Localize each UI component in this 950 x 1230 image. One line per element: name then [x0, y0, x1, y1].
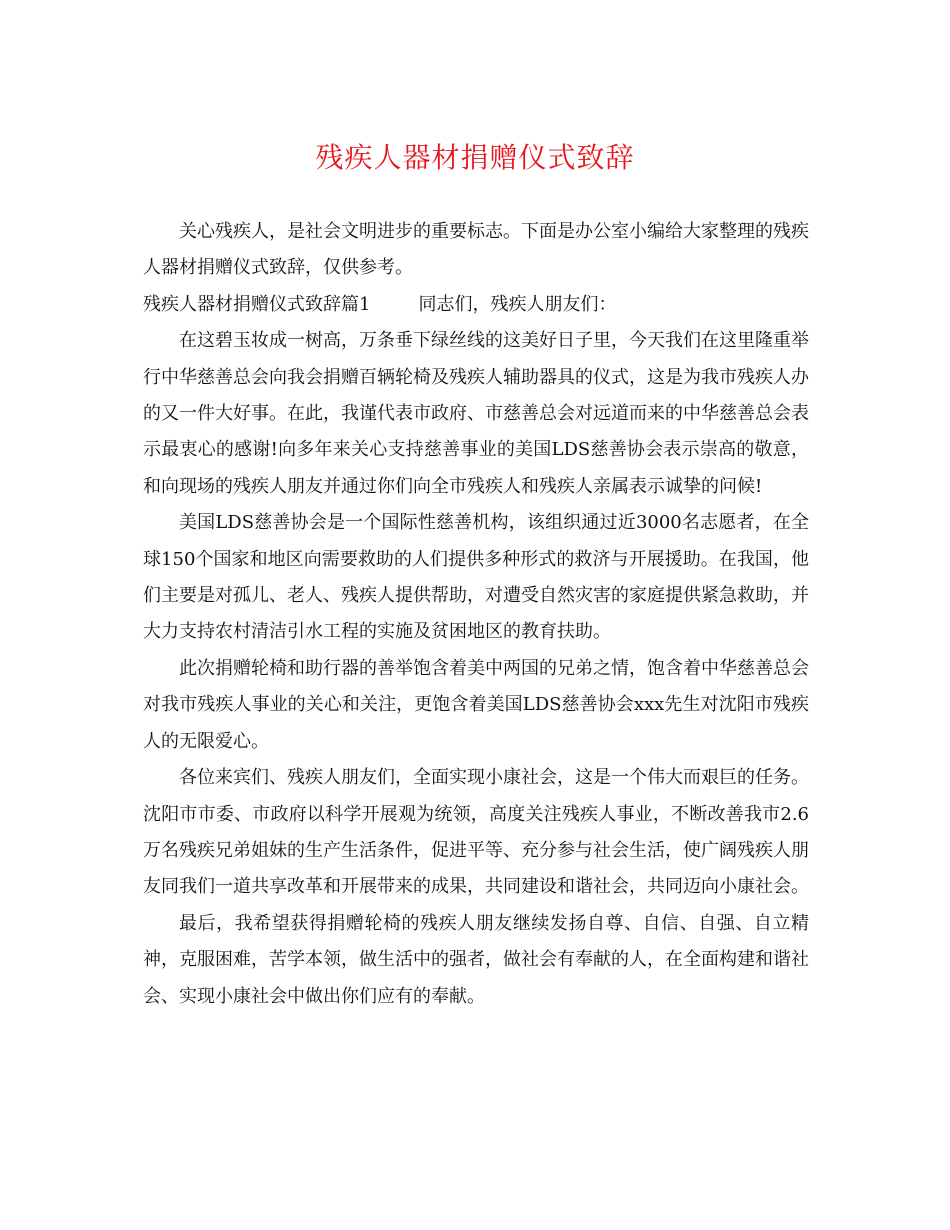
- body-paragraph-5: 最后，我希望获得捐赠轮椅的残疾人朋友继续发扬自尊、自信、自强、自立精神，克服困难，苦学本领，做生活中的强者，做社会有奉献的人，在全面构建和谐社会、实现小康社会中做出你们应有的奉献。: [143, 912, 809, 1007]
- document-title: 残疾人器材捐赠仪式致辞: [315, 141, 635, 174]
- body-paragraph-2: 美国LDS慈善协会是一个国际性慈善机构，该组织通过近3000名志愿者，在全球150个国家和地区向需要救助的人们提供多种形式的救济与开展援助。在我国，他们主要是对孤儿、老人、残疾人提供帮助，对遭受自然灾害的家庭提供紧急救助，并大力支持农村清洁引水工程的实施及贫困地区的教育扶助。: [143, 512, 809, 643]
- body-paragraph-1: 在这碧玉妆成一树高，万条垂下绿丝线的这美好日子里，今天我们在这里隆重举行中华慈善总会向我会捐赠百辆轮椅及残疾人辅助器具的仪式，这是为我市残疾人办的又一件大好事。在此，我谨代表市政府、市慈善总会对远道而来的中华慈善总会表示最衷心的感谢!向多年来关心支持慈善事业的美国LDS慈善协会表示崇高的敬意，和向现场的残疾人朋友并通过你们向全市残疾人和残疾人亲属表示诚挚的问候!: [143, 330, 809, 497]
- salutation: 同志们，残疾人朋友们：: [418, 293, 617, 315]
- body-paragraph-3: 此次捐赠轮椅和助行器的善举饱含着美中两国的兄弟之情，饱含着中华慈善总会对我市残疾人事业的关心和关注，更饱含着美国LDS慈善协会xxx先生对沈阳市残疾人的无限爱心。: [143, 657, 809, 752]
- intro-paragraph: 关心残疾人，是社会文明进步的重要标志。下面是办公室小编给大家整理的残疾人器材捐赠仪式致辞，仅供参考。: [143, 221, 809, 279]
- section-heading-line: [143, 287, 809, 323]
- document-body: [143, 214, 809, 1015]
- body-paragraph-4: 各位来宾们、残疾人朋友们，全面实现小康社会，这是一个伟大而艰巨的任务。沈阳市市委、市政府以科学开展观为统领，高度关注残疾人事业，不断改善我市2.6万名残疾兄弟姐妹的生产生活条件，促进平等、充分参与社会生活，使广阔残疾人朋友同我们一道共享改革和开展带来的成果，共同建设和谐社会，共同迈向小康社会。: [143, 767, 809, 898]
- section-heading: 残疾人器材捐赠仪式致辞篇1: [143, 293, 371, 315]
